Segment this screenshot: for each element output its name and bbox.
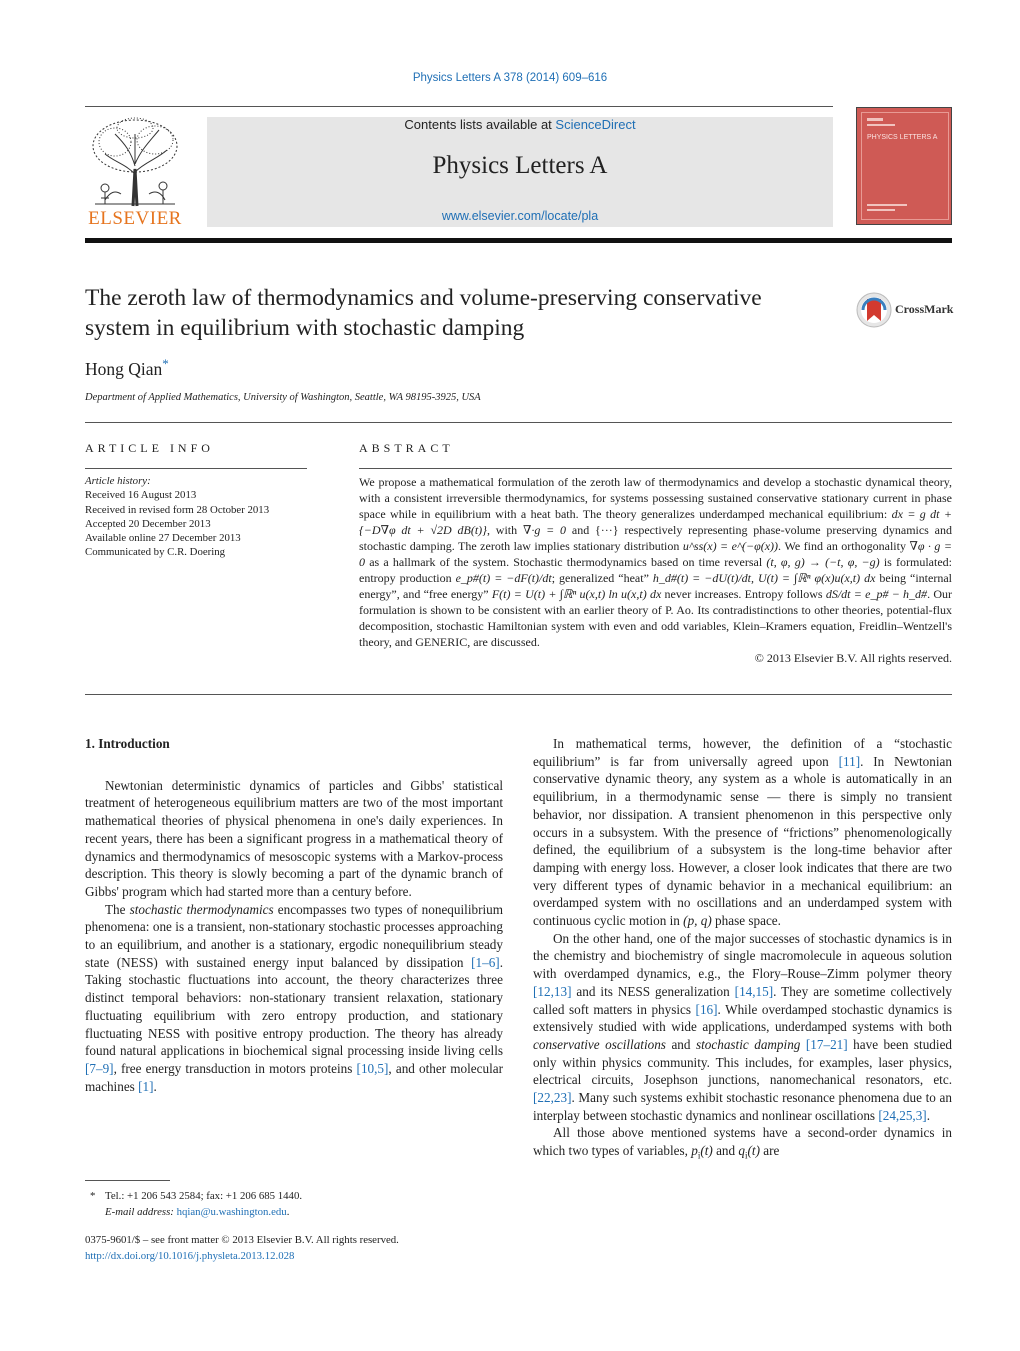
- citation-link[interactable]: [12,13]: [533, 983, 572, 999]
- header-top-rule: [85, 106, 833, 107]
- citation-link[interactable]: [14,15]: [734, 983, 774, 999]
- history-revised: Received in revised form 28 October 2013: [85, 503, 270, 516]
- citation-link[interactable]: [10,5]: [356, 1060, 389, 1076]
- cover-title: PHYSICS LETTERS A: [867, 134, 938, 141]
- citation-link[interactable]: [1]: [138, 1078, 154, 1094]
- equation-stationary: u^ss(x) = e^(−φ(x)): [682, 539, 779, 553]
- intro-paragraph-1: Newtonian deterministic dynamics of particles and Gibbs' statistical treatment of heterogeneous equilibrium matters are two of the most important mathematical theories of physical phenomena in one's daily experiences. In recent years, there has been a significant progress in a mathematical theory of dynamics and thermodynamics of mesoscopic systems with a Markov-process description. This theory is slowly becoming a part of the dynamic branch of Gibbs' program which had started more than a century before.: [85, 777, 503, 899]
- equation-time-reversal: (t, φ, g) → (−t, φ, −g): [766, 555, 880, 569]
- issn-line: 0375-9601/$ – see front matter © 2013 Elsevier B.V. All rights reserved.: [85, 1234, 399, 1246]
- equation-sde: dx = g dt + {−D∇φ dt + √2D dB(t)}: [359, 507, 952, 537]
- history-online: Available online 27 December 2013: [85, 532, 241, 545]
- author-footnote: * Tel.: +1 206 543 2584; fax: +1 206 685 1440. E-mail address: hqian@u.washington.edu.: [90, 1190, 303, 1218]
- journal-reference[interactable]: Physics Letters A 378 (2014) 609–616: [412, 72, 608, 84]
- intro-paragraph-5: All those above mentioned systems have a second-order dynamics in which two types of variables, $p_i(t)$ and $q_i(t)$ are: [533, 1125, 952, 1161]
- crossmark-icon: [856, 292, 892, 328]
- article-info-rule: [85, 468, 307, 469]
- history-communicated: Communicated by C.R. Doering: [85, 546, 226, 559]
- journal-title: Physics Letters A: [432, 152, 608, 179]
- abstract-heading: ABSTRACT: [359, 441, 454, 455]
- article-title: The zeroth law of thermodynamics and volume-preserving conservative system in equilibrium with stochastic damping: [85, 285, 762, 341]
- abstract-body: We propose a mathematical formulation of the zeroth law of thermodynamics and develop a stochastic dynamical theory, with a consistent irreversible thermodynamics, for systems possessing sustained conservative stationary current in phase space while in equilibrium with a heat bath. The theory generalizes underdamped mechanical equilibrium: dx = g dt + {−D∇φ dt + √2D dB(t)}, with ∇·g = 0 and {···} respectively representing phase-volume preserving dynamics and stochastic damping. The zeroth law implies stationary distribution u^ss(x) = e^(−φ(x)). We find an orthogonality ∇φ · g = 0 as a hallmark of the system. Stochastic thermodynamics based on time reversal (t, φ, g) → (−t, φ, −g) is formulated: entropy production e_p#(t) = −dF(t)/dt; generalized “heat” h_d#(t) = −dU(t)/dt, U(t) = ∫ℝⁿ φ(x)u(x,t) dx being “internal energy”, and “free energy” F(t) = U(t) + ∫ℝⁿ u(x,t) ln u(x,t) dx never increases. Entropy follows dS/dt = e_p# − h_d#. Our formulation is shown to be consistent with an earlier theory of P. Ao. Its contradistinctions to other theories, potential-flux decomposition, stochastic Hamiltonian system with even and odd variables, Klein–Kramers equation, Freidlin–Wentzell's theory, and GENERIC, are discussed. © 2013 Elsevier B.V. All rights reserved.: [359, 475, 952, 665]
- equation-entropy-production: e_p#(t) = −dF(t)/dt: [455, 571, 552, 585]
- footnote-rule: [85, 1180, 170, 1181]
- elsevier-logo: [85, 114, 185, 229]
- doi-link[interactable]: http://dx.doi.org/10.1016/j.physleta.2013.12.028: [85, 1250, 295, 1262]
- crossmark-badge[interactable]: [856, 292, 956, 328]
- left-column: [85, 735, 503, 1095]
- footnote-phone: Tel.: +1 206 543 2584; fax: +1 206 685 1440.: [105, 1190, 303, 1202]
- journal-cover-image[interactable]: [856, 107, 952, 225]
- header-thick-rule: [85, 238, 952, 243]
- author-line: [85, 356, 169, 380]
- crossmark-label: CrossMark: [895, 302, 954, 316]
- equation-braces: {···}: [595, 523, 619, 537]
- affiliation: Department of Applied Mathematics, University of Washington, Seattle, WA 98195-3925, USA: [85, 392, 481, 403]
- equation-divergence: ∇·g = 0: [522, 523, 567, 537]
- contents-line: Contents lists available at ScienceDirect: [404, 117, 636, 132]
- intro-paragraph-2: The stochastic thermodynamics encompasses two types of nonequilibrium phenomena: one is a transient, non-stationary stochastic processes approaching to an equilibrium, and another is a stationary, ergodic nonequilibrium steady state (NESS) with sustained energy input balanced by dissipation [1–6]. Taking stochastic fluctuations into account, the theory characterizes three distinct temporal behaviors: non-stationary transient relaxation, stationary fluctuating equilibrium with zero entropy production, and stationary fluctuating NESS with positive entropy production. The theory has already found natural applications in biochemical signal processing inside living cells [7–9], free energy transduction in motors proteins [10,5], and other molecular machines [1].: [85, 901, 503, 1094]
- citation-link[interactable]: [24,25,3]: [878, 1107, 927, 1123]
- citation-link[interactable]: [7–9]: [85, 1060, 114, 1076]
- author-footnote-mark[interactable]: *: [162, 356, 169, 371]
- sciencedirect-link[interactable]: ScienceDirect: [555, 117, 636, 132]
- info-top-rule: [85, 422, 952, 423]
- history-label: Article history:: [85, 475, 151, 487]
- article-history: [85, 474, 315, 560]
- right-column: [533, 735, 952, 1166]
- citation-link[interactable]: [1–6]: [471, 954, 500, 970]
- equation-heat: h_d#(t) = −dU(t)/dt, U(t) = ∫ℝⁿ φ(x)u(x,t) dx: [652, 571, 876, 585]
- citation-link[interactable]: [22,23]: [533, 1090, 572, 1106]
- author-name[interactable]: Hong Qian: [85, 358, 163, 379]
- elsevier-tree-icon: [85, 114, 185, 209]
- equation-orthogonality: ∇φ · g = 0: [359, 539, 952, 569]
- journal-header-box: [207, 117, 833, 227]
- equation-free-energy: F(t) = U(t) + ∫ℝⁿ u(x,t) ln u(x,t) dx: [491, 587, 662, 601]
- front-matter: [85, 1232, 515, 1264]
- intro-paragraph-4: On the other hand, one of the major successes of stochastic dynamics is in the chemistry and biochemistry of single macromolecule in aqueous solution with overdamped dynamics, e.g., the Flory–Rouse–Zimm polymer theory [12,13] and its NESS generalization [14,15]. They are sometime collectively called soft matters in physics [16]. While overdamped stochastic dynamics is extensively studied with wide applications, underdamped systems with both conservative oscillations and stochastic damping [17–21] have been studied only within physics community. This includes, for examples, laser physics, electrical circuits, Josephson junctions, nanomechanical resonators, etc. [22,23]. Many such systems exhibit stochastic resonance phenomena due to an interplay between stochastic dynamics and nonlinear oscillations [24,25,3].: [533, 930, 953, 1123]
- abstract-rule: [359, 468, 952, 469]
- equation-entropy: dS/dt = e_p# − h_d#: [825, 587, 928, 601]
- section-heading-introduction: 1. Introduction: [85, 736, 170, 751]
- citation-link[interactable]: [11]: [838, 753, 861, 769]
- intro-paragraph-3: In mathematical terms, however, the definition of a “stochastic equilibrium” is far from universally agreed upon [11]. In Newtonian conservative dynamic theory, any system as a whole is automatically in an equilibrium, in a thermodynamic sense — there is simply no transient behavior, nor dissipation. A transient phenomenon in this perspective only occurs in a subsystem. With the presence of “frictions” phenomenologically defined, the equilibrium of a subsystem is the long-time behavior after damping with energy loss. However, a closer look indicates that there are two very different types of dynamic behavior in a mechanical equilibrium: an overdamped system with no oscillations and an underdamped system with continuous cyclic motion in (p, q) phase space.: [533, 736, 952, 929]
- elsevier-wordmark: ELSEVIER: [88, 208, 182, 229]
- history-accepted: Accepted 20 December 2013: [85, 517, 211, 530]
- citation-link[interactable]: [17–21]: [805, 1036, 848, 1052]
- email-link[interactable]: hqian@u.washington.edu: [176, 1206, 287, 1218]
- article-info-heading: ARTICLE INFO: [85, 441, 214, 455]
- abstract-bottom-rule: [85, 694, 952, 695]
- journal-homepage-link[interactable]: www.elsevier.com/locate/pla: [441, 209, 599, 223]
- abstract-copyright: © 2013 Elsevier B.V. All rights reserved.: [754, 651, 952, 665]
- citation-link[interactable]: [16]: [695, 1001, 718, 1017]
- history-received: Received 16 August 2013: [85, 489, 197, 502]
